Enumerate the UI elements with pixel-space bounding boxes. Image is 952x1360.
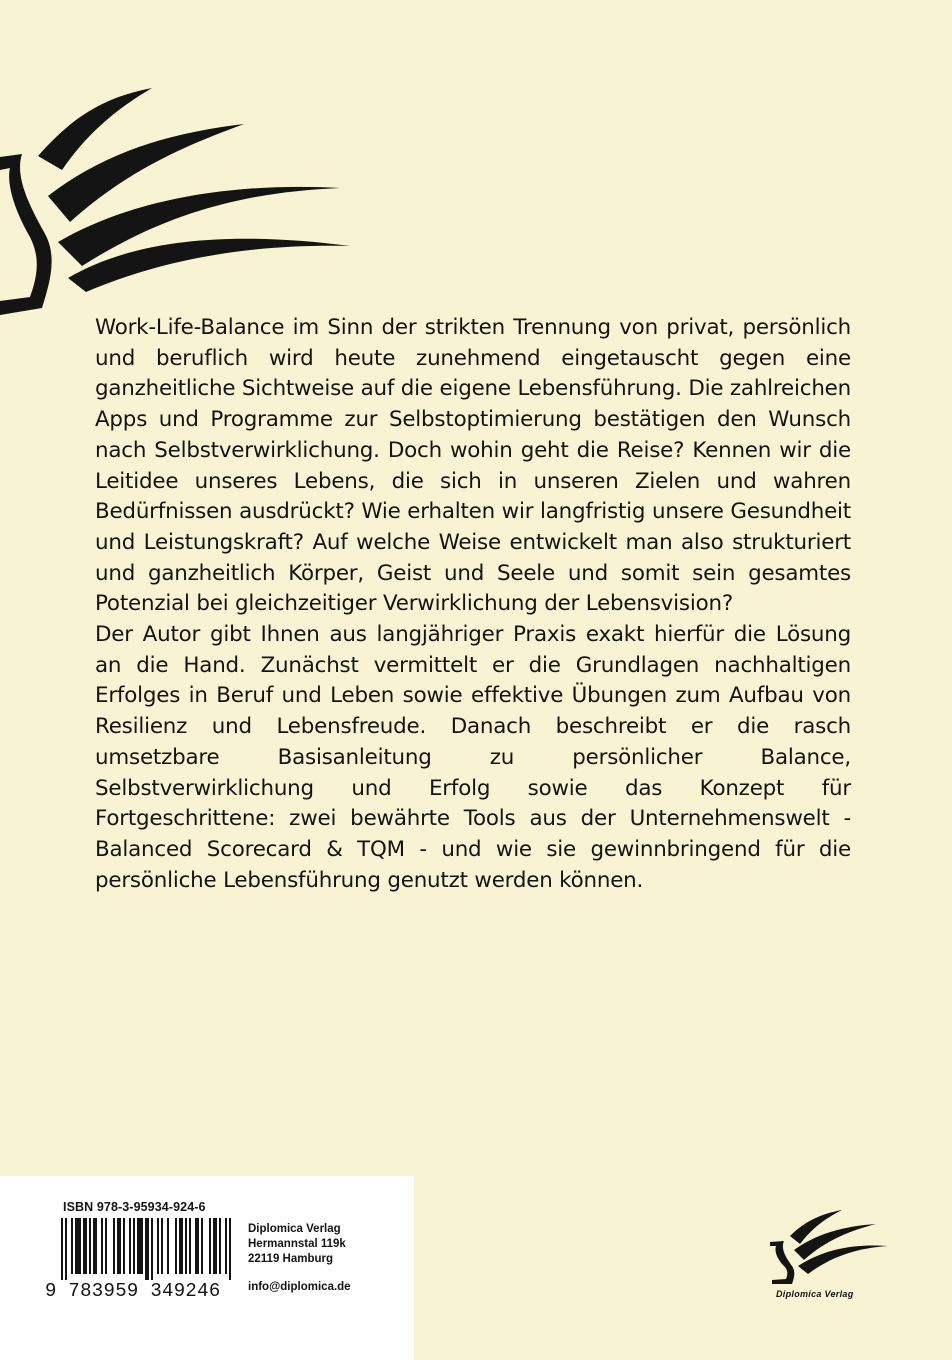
blurb-paragraph-1: Work-Life-Balance im Sinn der strikten Trennung von privat, persönlich und beruflich wird heute zunehmend eingetauscht gegen eine ganzheitliche Sichtweise auf die eigene Lebensführung. Die zahlreichen Apps und Programme zur Selbstoptimierung bestätigen den Wunsch nach Selbstverwirklichung. Doch wohin geht die Reise? Kennen wir die Leitidee unseres Lebens, die sich in unseren Zielen und wahren Bedürfnissen ausdrückt? Wie erhalten wir langfristig unsere Gesundheit und Leistungskraft? Auf welche Weise entwickelt man also strukturiert und ganzheitlich Körper, Geist und Seele und somit sein gesamtes Potenzial bei gleichzeitiger Verwirklichung der Lebensvision? <box>95 315 851 617</box>
barcode-bar <box>117 1218 121 1274</box>
barcode-bar <box>179 1218 183 1274</box>
barcode-bar <box>83 1218 87 1274</box>
barcode-bar <box>225 1218 227 1274</box>
publisher-name: Diplomica Verlag <box>248 1223 341 1235</box>
publisher-city: 22119 Hamburg <box>248 1253 334 1265</box>
barcode-bar <box>157 1218 159 1274</box>
barcode-bar <box>219 1218 221 1274</box>
publisher-street: Hermannstal 119k <box>248 1238 346 1250</box>
barcode-bar <box>113 1218 115 1274</box>
barcode-bar <box>229 1218 231 1280</box>
barcode-bar <box>89 1218 91 1274</box>
barcode-bar <box>105 1218 107 1274</box>
barcode-bar <box>213 1218 217 1274</box>
isbn-label: ISBN 978-3-95934-924-6 <box>63 1200 206 1214</box>
barcode-bar <box>71 1218 73 1274</box>
small-logo-book <box>770 1241 794 1284</box>
barcode-bar <box>65 1218 67 1280</box>
barcode-bar <box>93 1218 97 1274</box>
publisher-email: info@diplomica.de <box>248 1281 351 1293</box>
barcode-bar <box>123 1218 125 1274</box>
barcode-bar <box>185 1218 187 1274</box>
barcode-bar <box>75 1218 81 1274</box>
barcode-bar <box>137 1218 143 1274</box>
barcode-digits: 9 783959 349246 <box>45 1280 221 1302</box>
barcode-bar <box>133 1218 135 1274</box>
publisher-logo-small <box>770 1208 888 1284</box>
logo-book-shape <box>0 154 52 315</box>
barcode-bar <box>201 1218 203 1274</box>
blurb-paragraph-2: Der Autor gibt Ihnen aus langjähriger Praxis exakt hierfür die Lösung an die Hand. Zunächst vermittelt er die Grundlagen nachhaltigen Erfolges in Beruf und Leben sowie effektive Übungen zum Aufbau von Resilienz und Lebensfreude. Danach beschreibt er die rasch umsetzbare Basisanleitung zu persönlicher Balance, Selbstverwirklichung und Erfolg sowie das Konzept für Fortgeschrittene: zwei bewährte Tools aus der Unternehmenswelt - Balanced Scorecard & TQM - und wie sie gewinnbringend für die persönliche Lebensführung genutzt werden können. <box>95 622 851 893</box>
blurb-text <box>95 313 851 896</box>
barcode-bar <box>189 1218 191 1274</box>
barcode-bar <box>175 1218 177 1274</box>
barcode-bar <box>61 1218 63 1280</box>
barcode-bar <box>151 1218 153 1280</box>
barcode-bar <box>129 1218 131 1274</box>
publisher-address <box>248 1222 346 1267</box>
barcode-bar <box>161 1218 163 1274</box>
barcode-bar <box>167 1218 169 1274</box>
barcode-bar <box>145 1218 149 1280</box>
barcode-bar <box>195 1218 199 1274</box>
barcode-bar <box>101 1218 103 1274</box>
publisher-logo-text: Diplomica Verlag <box>776 1289 854 1299</box>
barcode-bar <box>209 1218 211 1274</box>
isbn-barcode <box>61 1218 233 1280</box>
